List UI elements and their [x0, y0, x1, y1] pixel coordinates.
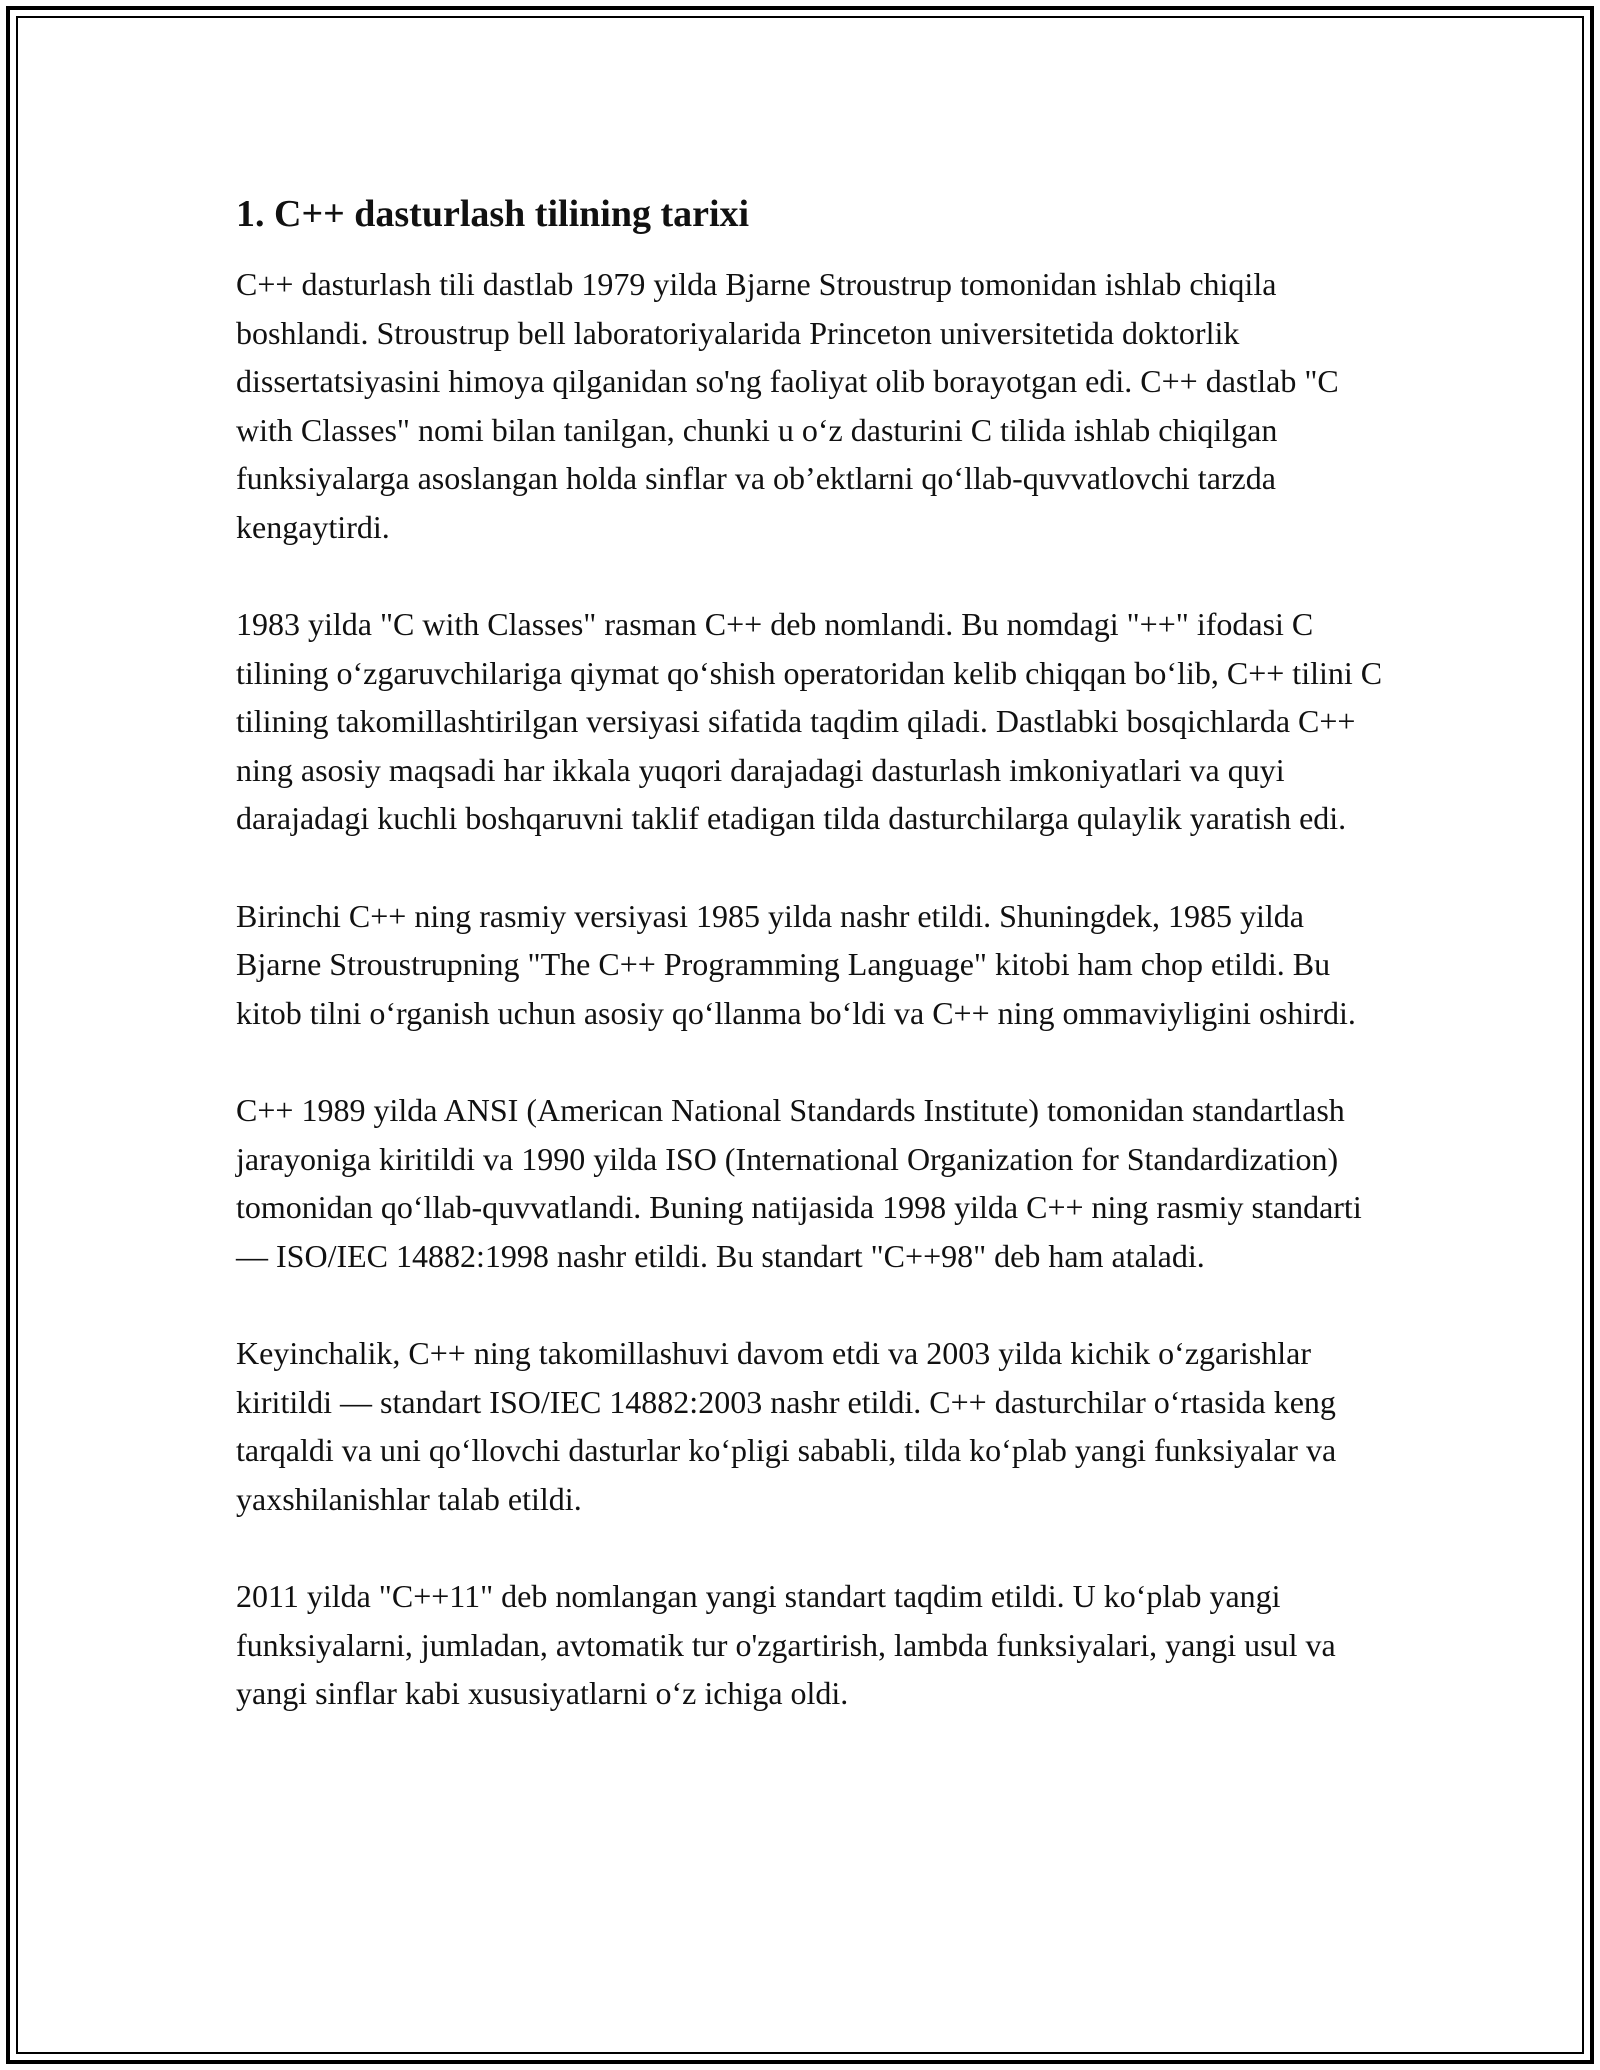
paragraph-2: 1983 yilda "C with Classes" rasman C++ deb nomlandi. Bu nomdagi "++" ifodasi C tilining o‘zgaruvchilariga qiymat qo‘shish operatoridan kelib chiqqan bo‘lib, C++ tilini C tilining takomillashtirilgan versiyasi sifatida taqdim qiladi. Dastlabki bosqichlarda C++ ning asosiy maqsadi har ikkala yuqori darajadagi dasturlash imkoniyatlari va quyi darajadagi kuchli boshqaruvni taklif etadigan tilda dasturchilarga qulaylik yaratish edi. [236, 606, 1383, 836]
section-heading: 1. C++ dasturlash tilining tarixi [236, 193, 750, 235]
paragraph-6: 2011 yilda "C++11" deb nomlangan yangi standart taqdim etildi. U ko‘plab yangi funksiyalarni, jumladan, avtomatik tur o'zgartirish, lambda funksiyalari, yangi usul va yangi sinflar kabi xususiyatlarni o‘z ichiga oldi. [236, 1578, 1336, 1711]
paragraph-1: C++ dasturlash tili dastlab 1979 yilda Bjarne Stroustrup tomonidan ishlab chiqila boshlandi. Stroustrup bell laboratoriyalarida Princeton universitetida doktorlik dissertatsiyasini himoya qilganidan so'ng faoliyat olib borayotgan edi. C++ dastlab "C with Classes" nomi bilan tanilgan, chunki u o‘z dasturini C tilida ishlab chiqilgan funksiyalarga asoslangan holda sinflar va ob’ektlarni qo‘llab-quvvatlovchi tarzda kengaytirdi. [236, 266, 1339, 545]
paragraph-4: C++ 1989 yilda ANSI (American National Standards Institute) tomonidan standartlash jarayoniga kiritildi va 1990 yilda ISO (International Organization for Standardization) tomonidan qo‘llab-quvvatlandi. Buning natijasida 1998 yilda C++ ning rasmiy standarti — ISO/IEC 14882:1998 nashr etildi. Bu standart "C++98" deb ham ataladi. [236, 1092, 1362, 1274]
paragraph-5: Keyinchalik, C++ ning takomillashuvi davom etdi va 2003 yilda kichik o‘zgarishlar kiritildi — standart ISO/IEC 14882:2003 nashr etildi. C++ dasturchilar o‘rtasida keng tarqaldi va uni qo‘llovchi dasturlar ko‘pligi sababli, tilda ko‘plab yangi funksiyalar va yaxshilanishlar talab etildi. [236, 1335, 1337, 1517]
document-body [236, 186, 1396, 1767]
paragraph-3: Birinchi C++ ning rasmiy versiyasi 1985 yilda nashr etildi. Shuningdek, 1985 yilda Bjarne Stroustrupning "The C++ Programming Language" kitobi ham chop etildi. Bu kitob tilni o‘rganish uchun asosiy qo‘llanma bo‘ldi va C++ ning ommaviyligini oshirdi. [236, 897, 1356, 1031]
